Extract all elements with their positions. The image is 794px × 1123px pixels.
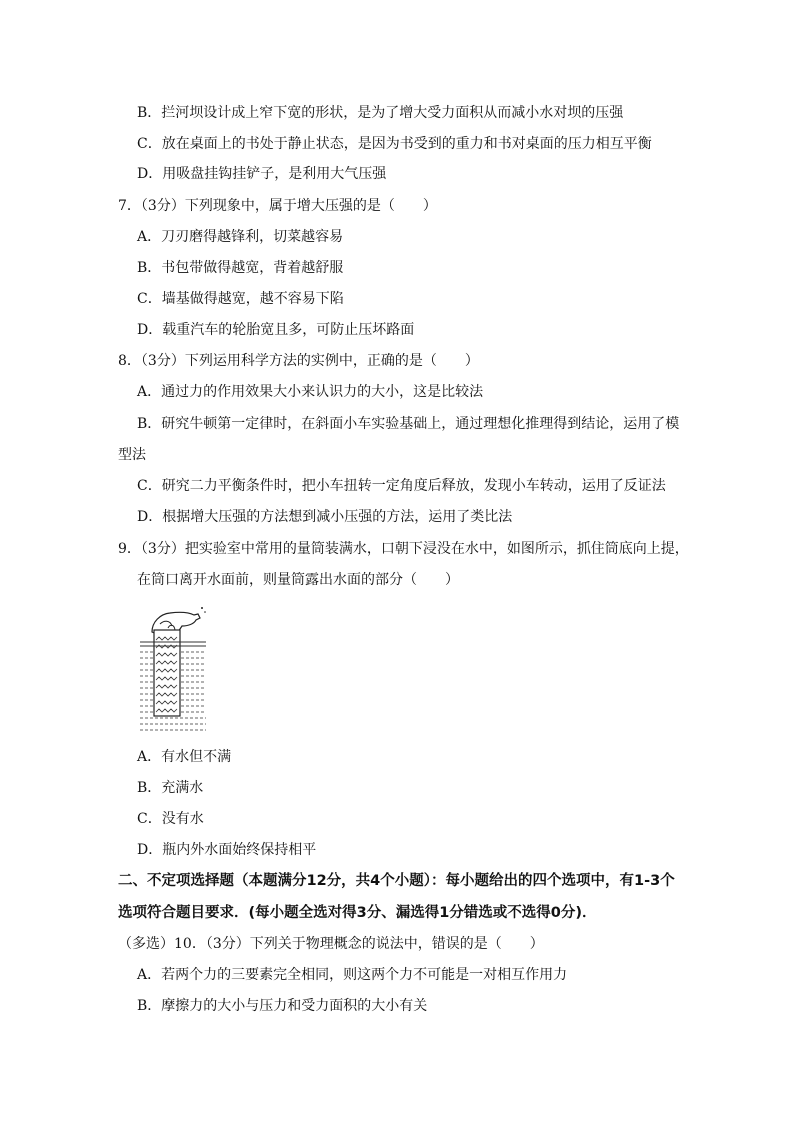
q9-stem-line2: 在筒口离开水面前，则量筒露出水面的部分（ ） bbox=[137, 572, 459, 588]
section2-heading-line2: 选项符合题目要求．(每小题全选对得3分、漏选得1分错选或不选得0分)． bbox=[118, 905, 597, 921]
q7-option-b: B．书包带做得越宽，背着越舒服 bbox=[137, 260, 344, 276]
section2-heading-line1: 二、不定项选择题（本题满分12分，共4个小题）：每小题给出的四个选项中，有1-3个 bbox=[118, 873, 675, 889]
q7-option-a: A．刀刃磨得越锋利，切菜越容易 bbox=[137, 229, 344, 245]
q10-stem: （多选）10．（3分）下列关于物理概念的说法中，错误的是（ ） bbox=[118, 936, 544, 952]
q7-option-d: D．载重汽车的轮胎宽且多，可防止压坏路面 bbox=[137, 322, 415, 338]
q9-option-b: B．充满水 bbox=[137, 780, 204, 796]
q6-option-d: D．用吸盘挂钩挂铲子，是利用大气压强 bbox=[137, 166, 387, 182]
q6-option-b: B．拦河坝设计成上窄下宽的形状，是为了增大受力面积从而减小水对坝的压强 bbox=[137, 105, 624, 121]
q8-option-b-line1: B．研究牛顿第一定律时，在斜面小车实验基础上，通过理想化推理得到结论，运用了模 bbox=[137, 416, 680, 432]
q8-stem: 8．（3分）下列运用科学方法的实例中，正确的是（ ） bbox=[118, 353, 479, 369]
q8-option-c: C．研究二力平衡条件时，把小车扭转一定角度后释放，发现小车转动，运用了反证法 bbox=[137, 478, 666, 494]
q9-option-c: C．没有水 bbox=[137, 811, 204, 827]
q9-stem-line1: 9．（3分）把实验室中常用的量筒装满水，口朝下浸没在水中，如图所示，抓住筒底向上提， bbox=[118, 541, 689, 557]
q9-option-a: A．有水但不满 bbox=[137, 749, 232, 765]
q8-option-d: D．根据增大压强的方法想到减小压强的方法，运用了类比法 bbox=[137, 509, 513, 525]
q8-option-b-line2: 型法 bbox=[118, 447, 146, 463]
q9-option-d: D．瓶内外水面始终保持相平 bbox=[137, 842, 317, 858]
cylinder-in-water-figure bbox=[138, 606, 208, 736]
q7-stem: 7．（3分）下列现象中，属于增大压强的是（ ） bbox=[118, 198, 437, 214]
q8-option-a: A．通过力的作用效果大小来认识力的大小，这是比较法 bbox=[137, 384, 484, 400]
q6-option-c: C．放在桌面上的书处于静止状态，是因为书受到的重力和书对桌面的压力相互平衡 bbox=[137, 136, 652, 152]
q10-option-a: A．若两个力的三要素完全相同，则这两个力不可能是一对相互作用力 bbox=[137, 967, 568, 983]
q10-option-b: B．摩擦力的大小与压力和受力面积的大小有关 bbox=[137, 998, 428, 1014]
q7-option-c: C．墙基做得越宽，越不容易下陷 bbox=[137, 291, 344, 307]
